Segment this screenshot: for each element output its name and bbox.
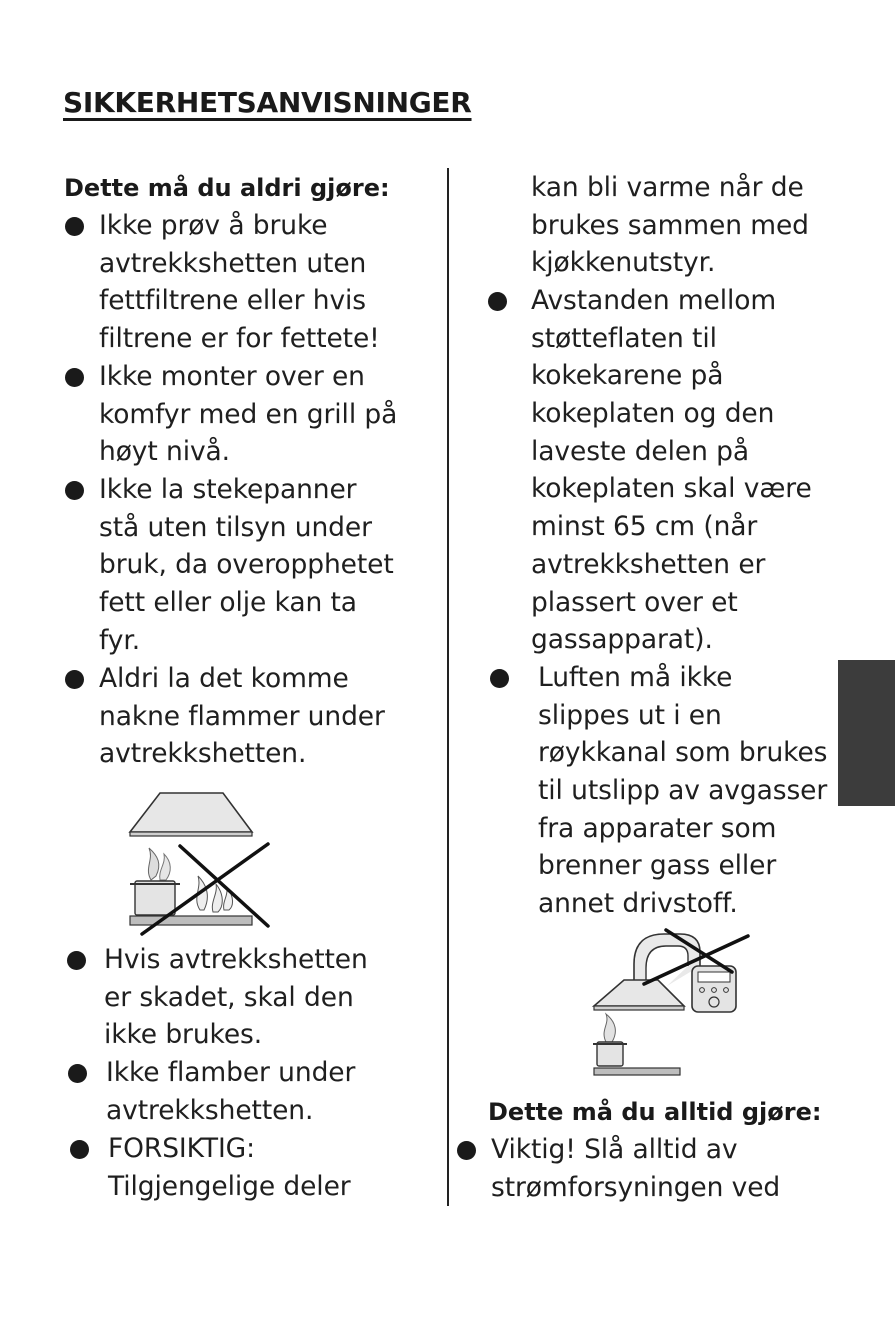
bullet-icon — [70, 1140, 89, 1159]
list-item-line: strømforsyningen ved — [491, 1171, 781, 1203]
list-item-line: avtrekkshetten. — [106, 1094, 314, 1126]
list-item-line: støtteflaten til — [531, 322, 717, 354]
list-item-line: nakne flammer under — [99, 700, 385, 732]
flame-icon — [604, 1014, 615, 1042]
list-item-line: kan bli varme når de — [531, 172, 804, 203]
bullet-icon — [65, 217, 84, 236]
list-item-line: Ikke flamber under — [106, 1057, 356, 1088]
cooktop-icon — [594, 1068, 680, 1075]
list-item-line: Ikke prøv å bruke — [99, 210, 328, 241]
list-item-line: til utslipp av avgasser — [538, 775, 828, 807]
list-item-line: bruk, da overopphetet — [99, 549, 394, 581]
list-item-line: Viktig! Slå alltid av — [491, 1134, 738, 1165]
page-title: SIKKERHETSANVISNINGER — [63, 86, 472, 119]
list-item-line: komfyr med en grill på — [99, 398, 398, 430]
list-item-line: stå uten tilsyn under — [99, 511, 372, 543]
list-item-line: kokeplaten og den — [531, 398, 775, 430]
list-item-line: avtrekkshetten er — [531, 548, 766, 580]
cooking-pot-icon — [593, 1042, 627, 1066]
list-item — [106, 1054, 355, 1129]
list-item-line: Luften må ikke — [538, 662, 733, 693]
cooking-pot-icon — [130, 881, 180, 915]
list-item-line: annet drivstoff. — [538, 888, 738, 920]
cooker-hood-icon — [130, 793, 252, 836]
list-item-line: ikke brukes. — [104, 1019, 263, 1051]
always-section-heading: Dette må du alltid gjøre: — [488, 1098, 822, 1126]
list-item-line: røykkanal som brukes — [538, 737, 828, 769]
bullet-icon — [65, 368, 84, 387]
list-item-line: filtrene er for fettete! — [99, 323, 380, 355]
bullet-icon — [65, 481, 84, 500]
section-tab — [838, 660, 895, 806]
gas-appliance-icon — [692, 966, 736, 1012]
list-item-line: høyt nivå. — [99, 436, 231, 468]
list-item-line: fettfiltrene eller hvis — [99, 285, 366, 317]
bullet-icon — [68, 1064, 87, 1083]
list-item — [99, 358, 397, 471]
list-item — [99, 660, 385, 773]
list-item-line: plassert over et — [531, 586, 738, 618]
list-item-continuation — [531, 169, 809, 282]
list-item-line: Avstanden mellom — [531, 285, 777, 316]
list-item-line: Ikke la stekepanner — [99, 474, 357, 505]
bullet-icon — [488, 292, 507, 311]
list-item-line: FORSIKTIG: — [108, 1133, 255, 1164]
bullet-icon — [457, 1141, 476, 1160]
list-item-line: fett eller olje kan ta — [99, 587, 357, 619]
list-item-line: gassapparat). — [531, 624, 713, 656]
list-item-line: minst 65 cm (når — [531, 511, 758, 543]
list-item-line: brukes sammen med — [531, 209, 809, 241]
list-item-line: Hvis avtrekkshetten — [104, 944, 368, 975]
list-item — [491, 1131, 780, 1206]
no-open-flame-illustration — [118, 788, 283, 938]
list-item — [104, 941, 368, 1054]
list-item-line: laveste delen på — [531, 435, 749, 467]
list-item-line: fyr. — [99, 624, 141, 656]
list-item — [538, 659, 827, 923]
list-item-line: er skadet, skal den — [104, 981, 354, 1013]
list-item-line: Tilgjengelige deler — [108, 1170, 351, 1202]
list-item-line: fra apparater som — [538, 812, 777, 844]
list-item-line: Aldri la det komme — [99, 663, 349, 694]
bullet-icon — [490, 669, 509, 688]
list-item — [99, 471, 394, 659]
cooker-hood-icon — [594, 980, 684, 1010]
list-item-line: kokekarene på — [531, 360, 724, 392]
list-item-line: slippes ut i en — [538, 699, 722, 731]
list-item — [108, 1130, 351, 1205]
no-gas-flue-illustration — [588, 924, 758, 1082]
list-item-line: Ikke monter over en — [99, 361, 365, 392]
cooktop-icon — [130, 916, 252, 925]
bullet-icon — [65, 670, 84, 689]
list-item-line: avtrekkshetten. — [99, 738, 307, 770]
list-item-line: kjøkkenutstyr. — [531, 247, 716, 279]
list-item — [531, 282, 812, 659]
bullet-icon — [67, 951, 86, 970]
list-item — [99, 207, 380, 358]
never-section-heading: Dette må du aldri gjøre: — [64, 174, 390, 202]
list-item-line: kokeplaten skal være — [531, 473, 812, 505]
list-item-line: brenner gass eller — [538, 850, 777, 882]
column-divider — [447, 168, 449, 1206]
list-item-line: avtrekkshetten uten — [99, 247, 367, 279]
